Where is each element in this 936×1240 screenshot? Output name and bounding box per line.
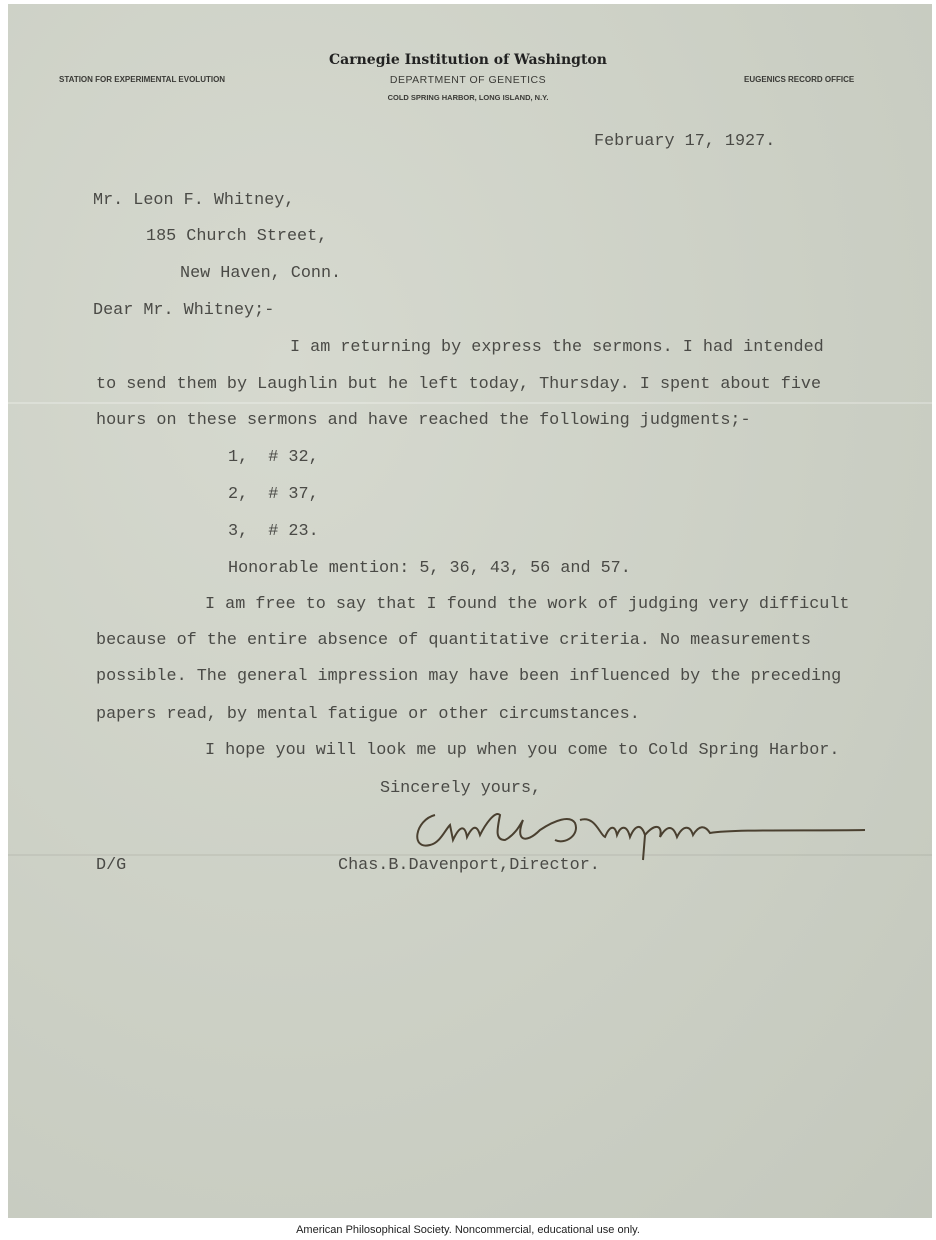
body-line: to send them by Laughlin but he left today, Thursday. I spent about five <box>96 375 822 394</box>
body-line: because of the entire absence of quantitative criteria. No measurements <box>96 631 811 650</box>
letterhead-left: STATION FOR EXPERIMENTAL EVOLUTION <box>59 75 226 84</box>
judgment-item: 3, # 23. <box>228 522 319 541</box>
letter-date: February 17, 1927. <box>594 132 776 151</box>
letterhead-department: DEPARTMENT OF GENETICS <box>389 74 547 86</box>
judgment-item: 2, # 37, <box>228 485 319 504</box>
body-line: I am returning by express the sermons. I had intended <box>290 338 824 357</box>
fold-line <box>8 402 932 404</box>
recipient-line: 185 Church Street, <box>146 227 328 246</box>
body-line: possible. The general impression may have been influenced by the preceding <box>96 667 842 686</box>
archive-caption: American Philosophical Society. Noncommercial, educational use only. <box>296 1224 640 1236</box>
typist-initials: D/G <box>96 856 127 875</box>
body-line: papers read, by mental fatigue or other circumstances. <box>96 705 640 724</box>
body-line: hours on these sermons and have reached the following judgments;- <box>96 411 751 430</box>
body-line: I am free to say that I found the work of judging very difficult <box>205 595 850 614</box>
letterhead-institution: Carnegie Institution of Washington <box>329 52 607 68</box>
signer-name: Chas.B.Davenport,Director. <box>338 856 600 875</box>
closing: Sincerely yours, <box>380 779 542 798</box>
recipient-line: Mr. Leon F. Whitney, <box>93 191 295 210</box>
signature <box>405 795 875 865</box>
letterhead-address: COLD SPRING HARBOR, LONG ISLAND, N.Y. <box>387 93 549 102</box>
judgment-item: 1, # 32, <box>228 448 319 467</box>
salutation: Dear Mr. Whitney;- <box>93 301 275 320</box>
letterhead-right: EUGENICS RECORD OFFICE <box>744 75 855 84</box>
body-line: I hope you will look me up when you come to Cold Spring Harbor. <box>205 741 840 760</box>
recipient-line: New Haven, Conn. <box>180 264 342 283</box>
honorable-mention: Honorable mention: 5, 36, 43, 56 and 57. <box>228 559 631 578</box>
